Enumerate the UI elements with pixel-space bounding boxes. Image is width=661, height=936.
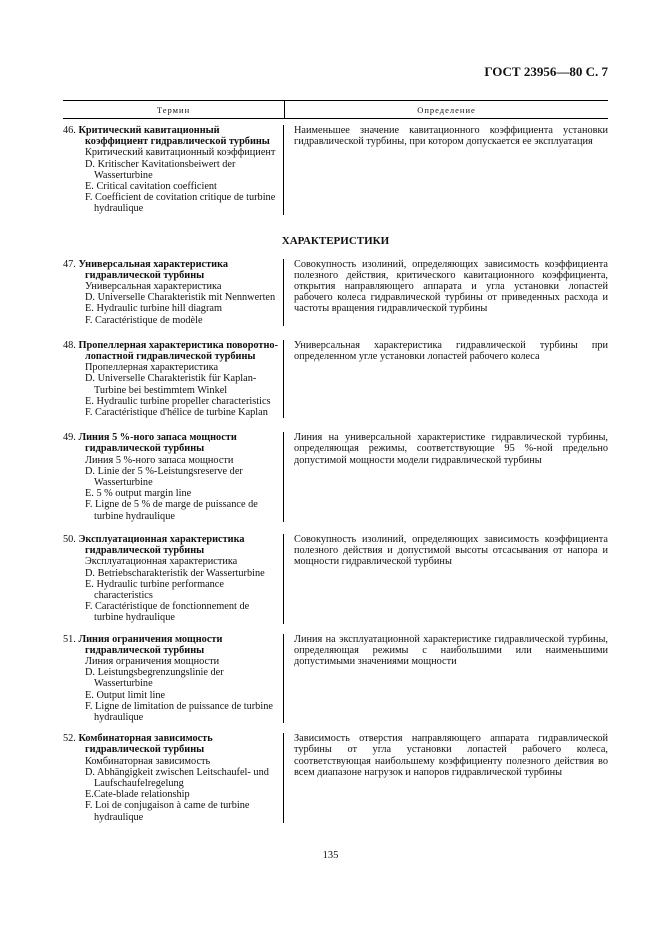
term-cell bbox=[63, 534, 284, 624]
term-title bbox=[63, 634, 279, 656]
term-cell bbox=[63, 125, 284, 215]
table-row bbox=[63, 534, 608, 634]
term-number: 51. bbox=[63, 633, 79, 645]
term-translation: D. Abhängigkeit zwischen Leitschaufel- und Laufschaufelregelung bbox=[85, 766, 269, 789]
term-translation: F. Ligne de 5 % de marge de puissance de turbine hydraulique bbox=[85, 499, 258, 522]
term-translation: F. Caractéristique de modèle bbox=[85, 314, 203, 326]
table-row bbox=[63, 634, 608, 734]
definition-cell: Универсальная характеристика гидравлической турбины при определенном угле установки лопастей рабочего колеса bbox=[294, 339, 608, 363]
term-short: Эксплуатационная характеристика bbox=[85, 556, 238, 568]
definition-cell: Совокупность изолиний, определяющих зависимость коэффициента полезного действия и допустимой высоты отсасывания от напора и мощности гидравлической турбины bbox=[294, 533, 608, 568]
table-row bbox=[63, 340, 608, 432]
term-number: 47. bbox=[63, 258, 79, 270]
term-name: Линия 5 %-ного запаса мощности гидравлической турбины bbox=[78, 432, 237, 455]
term-title bbox=[63, 432, 279, 454]
term-column-header: Термин bbox=[63, 101, 285, 118]
section-title: ХАРАКТЕРИСТИКИ bbox=[281, 234, 390, 247]
term-name: Критический кавитационный коэффициент гидравлической турбины bbox=[78, 125, 270, 148]
term-name: Комбинаторная зависимость гидравлической турбины bbox=[78, 733, 213, 756]
table-row bbox=[63, 733, 608, 833]
term-short: Линия ограничения мощности bbox=[85, 655, 220, 667]
definition-cell: Зависимость отверстия направляющего аппарата гидравлической турбины от угла установки лопастей рабочего колеса, соответствующая наибольшему коэффициенту полезного действия во всем диапазоне нагрузок и напоров гидравлической турбины bbox=[294, 733, 608, 778]
term-title bbox=[63, 733, 279, 755]
term-translation: E. Hydraulic turbine performance characteristics bbox=[85, 578, 224, 601]
entries-group-2 bbox=[63, 259, 608, 833]
term-number: 52. bbox=[63, 733, 79, 745]
terms-table bbox=[63, 100, 608, 833]
term-translation: F. Coefficient de covitation critique de turbine hydraulique bbox=[85, 192, 276, 215]
term-translation: F. Caractéristique d'hélice de turbine Kaplan bbox=[85, 407, 268, 419]
term-name: Пропеллерная характеристика поворотно-лопастной гидравлической турбины bbox=[78, 339, 279, 363]
term-cell bbox=[63, 634, 284, 724]
definition-cell: Линия на эксплуатационной характеристике гидравлической турбины, определяющая режимы с наибольшими или наименьшими допустимыми значениями мощности bbox=[294, 633, 608, 667]
term-number: 49. bbox=[63, 432, 79, 444]
term-cell bbox=[63, 432, 284, 522]
term-name: Универсальная характеристика гидравлической турбины bbox=[78, 258, 229, 281]
term-short: Пропеллерная характеристика bbox=[85, 362, 219, 374]
table-row bbox=[63, 119, 608, 223]
page-header: ГОСТ 23956—80 С. 7 bbox=[484, 64, 608, 79]
term-cell bbox=[63, 259, 284, 326]
definition-cell: Наименьшее значение кавитационного коэффициента установки гидравлической турбины, при котором допускается ее эксплуатация bbox=[294, 125, 608, 148]
term-translation: D. Linie der 5 %-Leistungsreserve der Wasserturbine bbox=[85, 465, 243, 489]
term-cell bbox=[63, 340, 284, 418]
term-translation: E.Cate-blade relationship bbox=[85, 789, 190, 801]
term-translation: E. Output limit line bbox=[85, 689, 166, 701]
term-name: Эксплуатационная характеристика гидравлической турбины bbox=[78, 533, 245, 557]
term-translation: E. Critical cavitation coefficient bbox=[85, 181, 217, 193]
term-translation: E. Hydraulic turbine propeller characteristics bbox=[85, 395, 271, 407]
definition-cell: Совокупность изолиний, определяющих зависимость коэффициента полезного действия, критического кавитационного коэффициента, открытия направляющего аппарата и угла установки лопастей рабочего колеса гидравлической турбины от приведенных расхода и частоты вращения гидравлической турбины bbox=[294, 258, 608, 315]
page-number: 135 bbox=[322, 850, 339, 861]
term-translation: E. 5 % output margin line bbox=[85, 488, 192, 500]
definition-cell: Линия на универсальной характеристике гидравлической турбины, определяющая режимы, соответствующие 95 %-ной предельно допустимой мощности модели гидравлической турбины bbox=[294, 432, 608, 466]
table-header bbox=[63, 100, 608, 119]
term-short: Критический кавитационный коэффициент bbox=[85, 147, 276, 159]
term-title bbox=[63, 259, 279, 281]
term-number: 50. bbox=[63, 533, 79, 545]
term-number: 48. bbox=[63, 339, 79, 351]
table-row bbox=[63, 432, 608, 534]
term-cell bbox=[63, 733, 284, 823]
term-translation: F. Caractéristique de fonctionnement de turbine hydraulique bbox=[85, 601, 250, 624]
term-title bbox=[63, 340, 279, 362]
term-number: 46. bbox=[63, 125, 79, 136]
term-name: Линия ограничения мощности гидравлической турбины bbox=[78, 633, 223, 656]
term-translation: D. Kritischer Kavitationsbeiwert der Wasserturbine bbox=[85, 158, 236, 181]
term-short: Универсальная характеристика bbox=[85, 281, 222, 293]
term-title bbox=[63, 125, 279, 147]
term-title bbox=[63, 534, 279, 556]
term-translation: D. Universelle Charakteristik mit Nennwerten bbox=[85, 292, 276, 304]
entries-group-1 bbox=[63, 119, 608, 223]
term-short: Комбинаторная зависимость bbox=[85, 755, 211, 767]
term-translation: D. Betriebscharakteristik der Wasserturbine bbox=[85, 567, 265, 579]
term-short: Линия 5 %-ного запаса мощности bbox=[85, 454, 234, 466]
term-translation: D. Universelle Charakteristik für Kaplan-Turbine bei bestimmtem Winkel bbox=[85, 373, 257, 396]
table-row bbox=[63, 259, 608, 340]
term-translation: E. Hydraulic turbine hill diagram bbox=[85, 303, 222, 315]
term-translation: F. Ligne de limitation de puissance de turbine hydraulique bbox=[85, 700, 273, 723]
definition-column-header: Определение bbox=[417, 104, 476, 115]
term-translation: F. Loi de conjugaison à came de turbine hydraulique bbox=[85, 800, 250, 823]
term-translation: D. Leistungsbegrenzungslinie der Wasserturbine bbox=[85, 667, 224, 690]
